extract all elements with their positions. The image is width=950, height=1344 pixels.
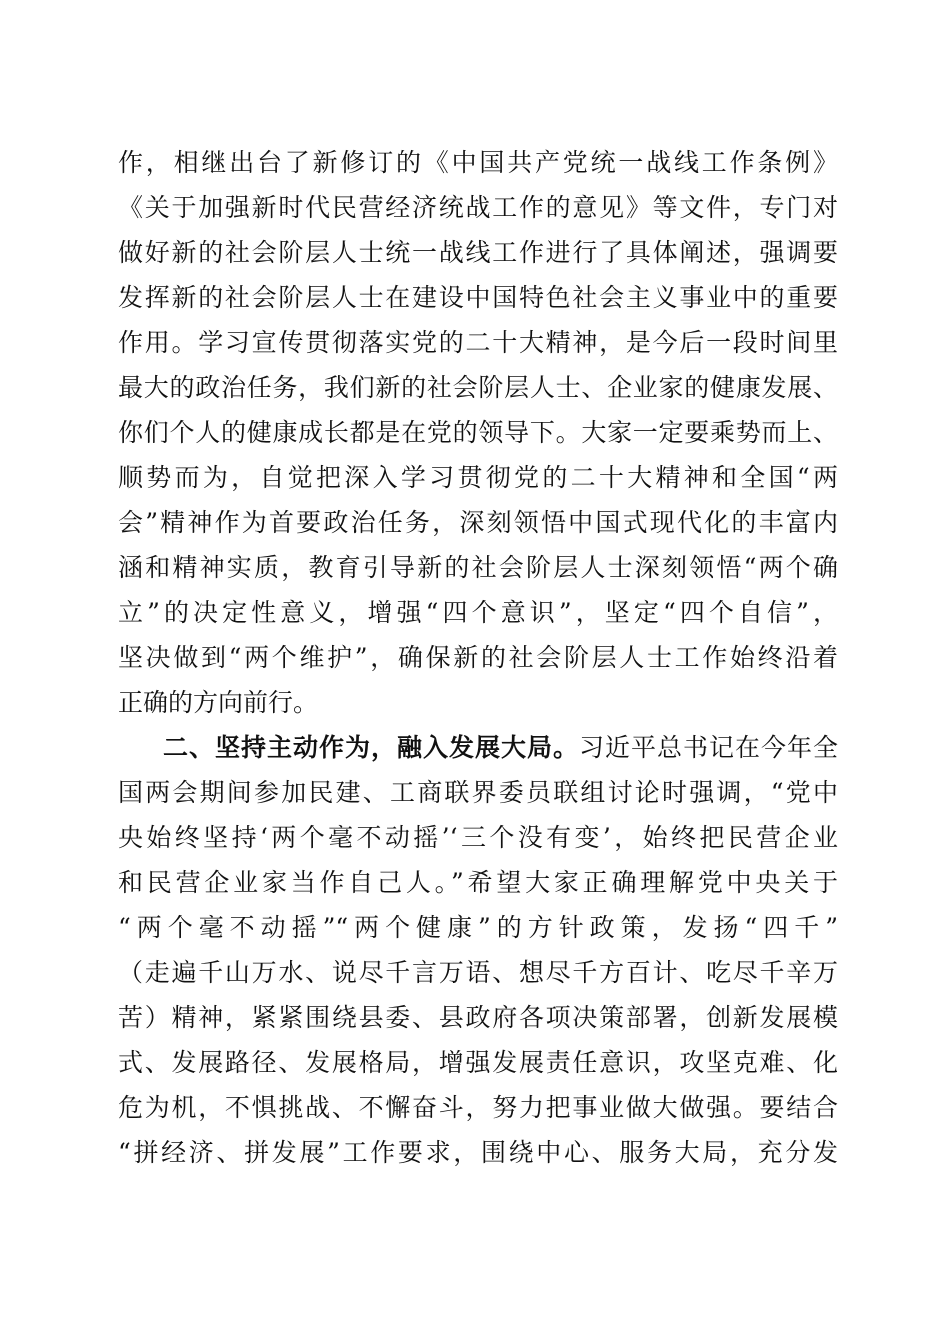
text-line: 做好新的社会阶层人士统一战线工作进行了具体阐述，强调要: [118, 238, 838, 267]
text-line: 立”的决定性意义，增强“四个意识”，坚定“四个自信”，: [118, 598, 838, 627]
text-line: 作用。学习宣传贯彻落实党的二十大精神，是今后一段时间里: [118, 328, 838, 357]
text-line: 作，相继出台了新修订的《中国共产党统一战线工作条例》: [118, 148, 838, 177]
text-line: 你们个人的健康成长都是在党的领导下。大家一定要乘势而上、: [118, 418, 838, 447]
text-line: 发挥新的社会阶层人士在建设中国特色社会主义事业中的重要: [118, 283, 838, 312]
paragraph-united-front: [118, 140, 838, 725]
text-line: 国两会期间参加民建、工商联界委员联组讨论时强调，“党中: [118, 778, 838, 807]
text-line: “两个毫不动摇”“两个健康”的方针政策，发扬“四千”: [118, 913, 838, 942]
text-line: “拼经济、拼发展”工作要求，围绕中心、服务大局，充分发: [118, 1138, 838, 1167]
text-line-heading: [118, 725, 838, 770]
text-line: 会”精神作为首要政治任务，深刻领悟中国式现代化的丰富内: [118, 508, 838, 537]
text-line: 正确的方向前行。: [118, 688, 319, 717]
text-line: 涵和精神实质，教育引导新的社会阶层人士深刻领悟“两个确: [118, 553, 838, 582]
text-line: （走遍千山万水、说尽千言万语、想尽千方百计、吃尽千辛万: [118, 958, 838, 987]
text-line: 《关于加强新时代民营经济统战工作的意见》等文件，专门对: [118, 193, 838, 222]
paragraph-development: [118, 725, 838, 1175]
text-line: 苦）精神，紧紧围绕县委、县政府各项决策部署，创新发展模: [118, 1003, 838, 1032]
text-line: 央始终坚持‘两个毫不动摇’‘三个没有变’，始终把民营企业: [118, 823, 838, 852]
text-line: 顺势而为，自觉把深入学习贯彻党的二十大精神和全国“两: [118, 463, 838, 492]
text-line: 坚决做到“两个维护”，确保新的社会阶层人士工作始终沿着: [118, 643, 838, 672]
body-text: [118, 140, 838, 1175]
section-heading: 二、坚持主动作为，融入发展大局。: [163, 733, 579, 762]
text-line: 最大的政治任务，我们新的社会阶层人士、企业家的健康发展、: [118, 373, 838, 402]
text-line: 危为机，不惧挑战、不懈奋斗，努力把事业做大做强。要结合: [118, 1093, 838, 1122]
heading-line-rest: 习近平总书记在今年全: [578, 733, 838, 762]
text-line: 和民营企业家当作自己人。”希望大家正确理解党中央关于: [118, 868, 838, 897]
text-line: 式、发展路径、发展格局，增强发展责任意识，攻坚克难、化: [118, 1048, 838, 1077]
